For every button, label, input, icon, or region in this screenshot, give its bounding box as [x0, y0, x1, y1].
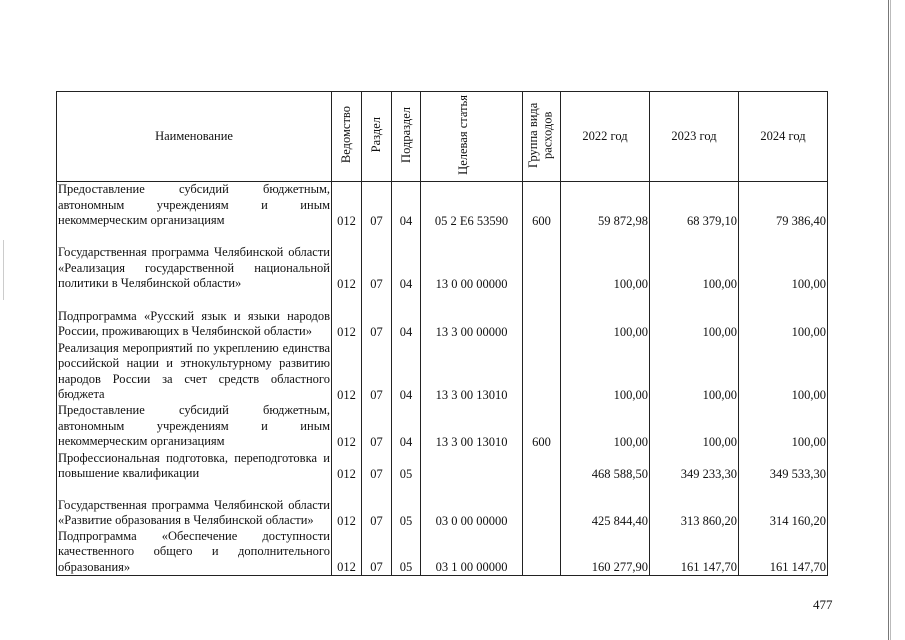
row-vedomstvo: 012 — [332, 450, 362, 482]
header-razdel — [362, 92, 392, 182]
header-podrazdel-text: Подраздел — [398, 106, 413, 163]
row-celevaya-statya: 13 0 00 00000 — [421, 229, 523, 292]
row-2022: 59 872,98 — [561, 182, 650, 229]
row-podrazdel: 04 — [392, 229, 421, 292]
row-2024: 100,00 — [739, 403, 828, 450]
row-gruppa — [523, 292, 561, 340]
row-name: Реализация мероприятий по укреплению единства российской нации и этнокультурному развитию народов России за счет средств областного бюджета — [58, 340, 330, 401]
row-2022: 160 277,90 — [561, 529, 650, 576]
header-podrazdel — [392, 92, 421, 182]
row-podrazdel: 04 — [392, 182, 421, 229]
row-2023: 100,00 — [650, 292, 739, 340]
row-vedomstvo: 012 — [332, 229, 362, 292]
row-2022: 100,00 — [561, 340, 650, 403]
header-celevaya-statya — [421, 92, 523, 182]
table-row — [57, 340, 828, 403]
header-row — [57, 92, 828, 182]
row-celevaya-statya: 03 0 00 00000 — [421, 482, 523, 529]
row-podrazdel: 05 — [392, 529, 421, 576]
row-2023: 161 147,70 — [650, 529, 739, 576]
row-name: Подпрограмма «Русский язык и языки народов России, проживающих в Челябинской области» — [57, 292, 332, 340]
row-razdel: 07 — [362, 403, 392, 450]
row-podrazdel: 04 — [392, 403, 421, 450]
row-vedomstvo: 012 — [332, 529, 362, 576]
row-vedomstvo: 012 — [332, 340, 362, 403]
header-name: Наименование — [57, 92, 332, 182]
row-2024: 161 147,70 — [739, 529, 828, 576]
row-2023: 100,00 — [650, 229, 739, 292]
page-edge-right — [888, 0, 889, 640]
header-gruppa-text: Группа вида расходов — [525, 101, 554, 168]
row-2022: 100,00 — [561, 229, 650, 292]
row-2024: 100,00 — [739, 229, 828, 292]
row-razdel: 07 — [362, 529, 392, 576]
row-gruppa — [523, 529, 561, 576]
row-2024: 79 386,40 — [739, 182, 828, 229]
row-gruppa — [523, 450, 561, 482]
row-gruppa: 600 — [523, 403, 561, 450]
page-number: 477 — [813, 597, 833, 612]
header-vedomstvo-text: Ведомство — [339, 105, 354, 164]
row-2024: 100,00 — [739, 340, 828, 403]
row-podrazdel: 05 — [392, 482, 421, 529]
row-razdel: 07 — [362, 340, 392, 403]
row-2022: 100,00 — [561, 403, 650, 450]
row-vedomstvo: 012 — [332, 292, 362, 340]
row-name: Государственная программа Челябинской области «Развитие образования в Челябинской области» — [57, 482, 332, 529]
row-gruppa — [523, 229, 561, 292]
table-row — [57, 529, 828, 576]
table-row — [57, 450, 828, 482]
row-celevaya-statya: 13 3 00 00000 — [421, 292, 523, 340]
row-celevaya-statya: 13 3 00 13010 — [421, 403, 523, 450]
row-2024: 100,00 — [739, 292, 828, 340]
row-vedomstvo: 012 — [332, 482, 362, 529]
table-row — [57, 292, 828, 340]
table-row — [57, 229, 828, 292]
row-celevaya-statya: 03 1 00 00000 — [421, 529, 523, 576]
row-2022: 425 844,40 — [561, 482, 650, 529]
row-podrazdel: 04 — [392, 340, 421, 403]
row-gruppa: 600 — [523, 182, 561, 229]
row-razdel: 07 — [362, 450, 392, 482]
row-2023: 349 233,30 — [650, 450, 739, 482]
table-row — [57, 403, 828, 450]
row-celevaya-statya — [421, 450, 523, 482]
row-razdel: 07 — [362, 182, 392, 229]
row-podrazdel: 05 — [392, 450, 421, 482]
row-name: Профессиональная подготовка, переподготовка и повышение квалификации — [58, 450, 330, 480]
row-2022: 468 588,50 — [561, 450, 650, 482]
row-2022: 100,00 — [561, 292, 650, 340]
row-razdel: 07 — [362, 482, 392, 529]
row-razdel: 07 — [362, 229, 392, 292]
row-2024: 314 160,20 — [739, 482, 828, 529]
row-name: Предоставление субсидий бюджетным, автономным учреждениям и иным некоммерческим организациям — [58, 182, 330, 227]
row-2023: 313 860,20 — [650, 482, 739, 529]
row-2023: 100,00 — [650, 340, 739, 403]
header-2022: 2022 год — [561, 92, 650, 182]
page-edge-left — [3, 240, 4, 300]
row-name: Предоставление субсидий бюджетным, автономным учреждениям и иным некоммерческим организациям — [58, 403, 330, 448]
table-row — [57, 182, 828, 229]
header-gruppa — [523, 92, 561, 182]
row-vedomstvo: 012 — [332, 182, 362, 229]
row-name: Государственная программа Челябинской области «Реализация государственной национальной политики в Челябинской области» — [57, 229, 332, 292]
row-gruppa — [523, 340, 561, 403]
row-2023: 100,00 — [650, 403, 739, 450]
header-razdel-text: Раздел — [369, 116, 384, 153]
page-edge-right-shadow — [890, 0, 891, 640]
budget-table — [56, 91, 828, 576]
row-2024: 349 533,30 — [739, 450, 828, 482]
row-razdel: 07 — [362, 292, 392, 340]
header-celevaya-text: Целевая статья — [455, 94, 470, 175]
row-gruppa — [523, 482, 561, 529]
header-2024: 2024 год — [739, 92, 828, 182]
header-2023: 2023 год — [650, 92, 739, 182]
row-name: Подпрограмма «Обеспечение доступности качественного общего и дополнительного образования» — [58, 528, 330, 574]
row-2023: 68 379,10 — [650, 182, 739, 229]
table-row — [57, 482, 828, 529]
header-vedomstvo — [332, 92, 362, 182]
row-podrazdel: 04 — [392, 292, 421, 340]
row-celevaya-statya: 13 3 00 13010 — [421, 340, 523, 403]
row-celevaya-statya: 05 2 Е6 53590 — [421, 182, 523, 229]
row-vedomstvo: 012 — [332, 403, 362, 450]
